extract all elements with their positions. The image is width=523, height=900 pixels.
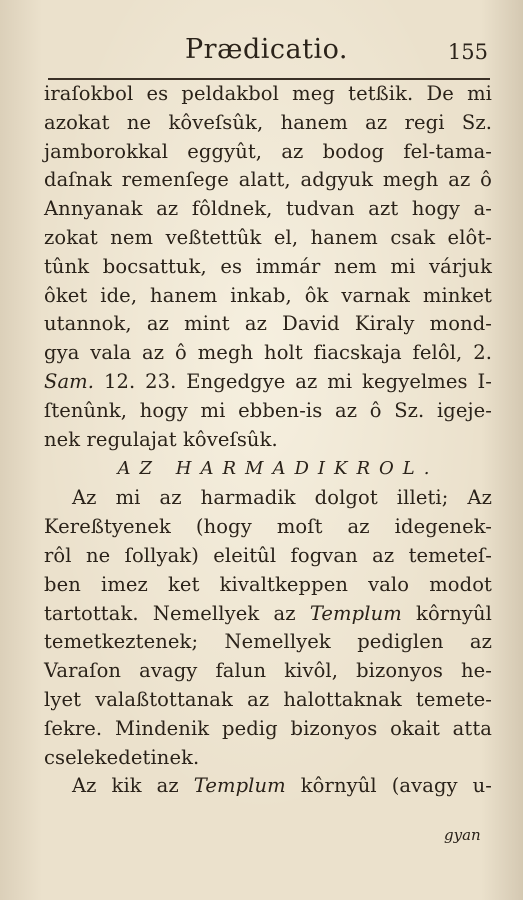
text-line: nek regulajat kôveſsûk.: [44, 427, 278, 451]
italic-segment: Templum: [193, 774, 286, 798]
text-line: ſekre. Mindenik pedig bizonyos okait atta: [44, 716, 492, 740]
text-line: temetkeztenek; Nemellyek pediglen az: [44, 630, 492, 654]
text-line: Varaſon avagy falun kivôl, bizonyos he-: [44, 659, 492, 683]
page-header: [40, 34, 490, 74]
text-segment: kôrnyûl: [401, 601, 493, 625]
text-segment: Az kik az: [72, 774, 194, 798]
text-line: ſtenûnk, hogy mi ebben-is az ô Sz. igeje-: [44, 398, 492, 422]
text-line: Az mi az harmadik dolgot illeti; Az: [72, 486, 492, 510]
italic-segment: Sam.: [44, 369, 95, 393]
text-line: tûnk bocsattuk, es immár nem mi várjuk: [44, 254, 492, 278]
text-segment: 12. 23. Engedgye az mi kegyelmes I-: [94, 369, 492, 393]
text-segment: tartottak. Nemellyek az: [44, 601, 310, 625]
text-line: iraſokbol es peldakbol meg tetßik. De mi: [44, 82, 492, 105]
page-number: 155: [447, 40, 488, 64]
text-line: Kereßtyenek (hogy moſt az idegenek-: [44, 515, 492, 539]
text-line: rôl ne ſollyak) eleitûl fogvan az temeteſ-: [44, 543, 492, 567]
text-line: gya vala az ô megh holt fiacskaja felôl, 2.: [44, 341, 492, 365]
text-line: [44, 772, 492, 801]
text-line: azokat ne kôveſsûk, hanem az regi Sz.: [44, 110, 492, 134]
text-line: jamborokkal eggyût, az bodog fel-tama-: [44, 139, 492, 163]
section-heading: AZ HARMADIKROL.: [117, 458, 439, 480]
running-head: Prædicatio.: [185, 34, 348, 65]
text-line: lyet valaßtottanak az halottaknak temete-: [44, 687, 492, 711]
italic-segment: Templum: [309, 601, 402, 625]
text-line: daſnak remenſege alatt, adgyuk megh az ô: [44, 168, 492, 192]
catchword: gyan: [444, 826, 481, 844]
text-line: zokat nem veßtettûk el, hanem csak elôt-: [44, 225, 492, 249]
text-line: ben imez ket kivaltkeppen valo modot: [44, 572, 492, 596]
text-line: [44, 600, 492, 629]
text-line: cselekedetinek.: [44, 745, 200, 769]
text-line: utannok, az mint az David Kiraly mond-: [44, 312, 492, 336]
text-line: ôket ide, hanem inkab, ôk varnak minket: [44, 283, 492, 307]
body-text: [44, 80, 492, 801]
text-line: [44, 368, 492, 397]
text-segment: kôrnyûl (avagy u-: [285, 774, 492, 798]
text-line: Annyanak az fôldnek, tudvan azt hogy a-: [44, 197, 492, 221]
